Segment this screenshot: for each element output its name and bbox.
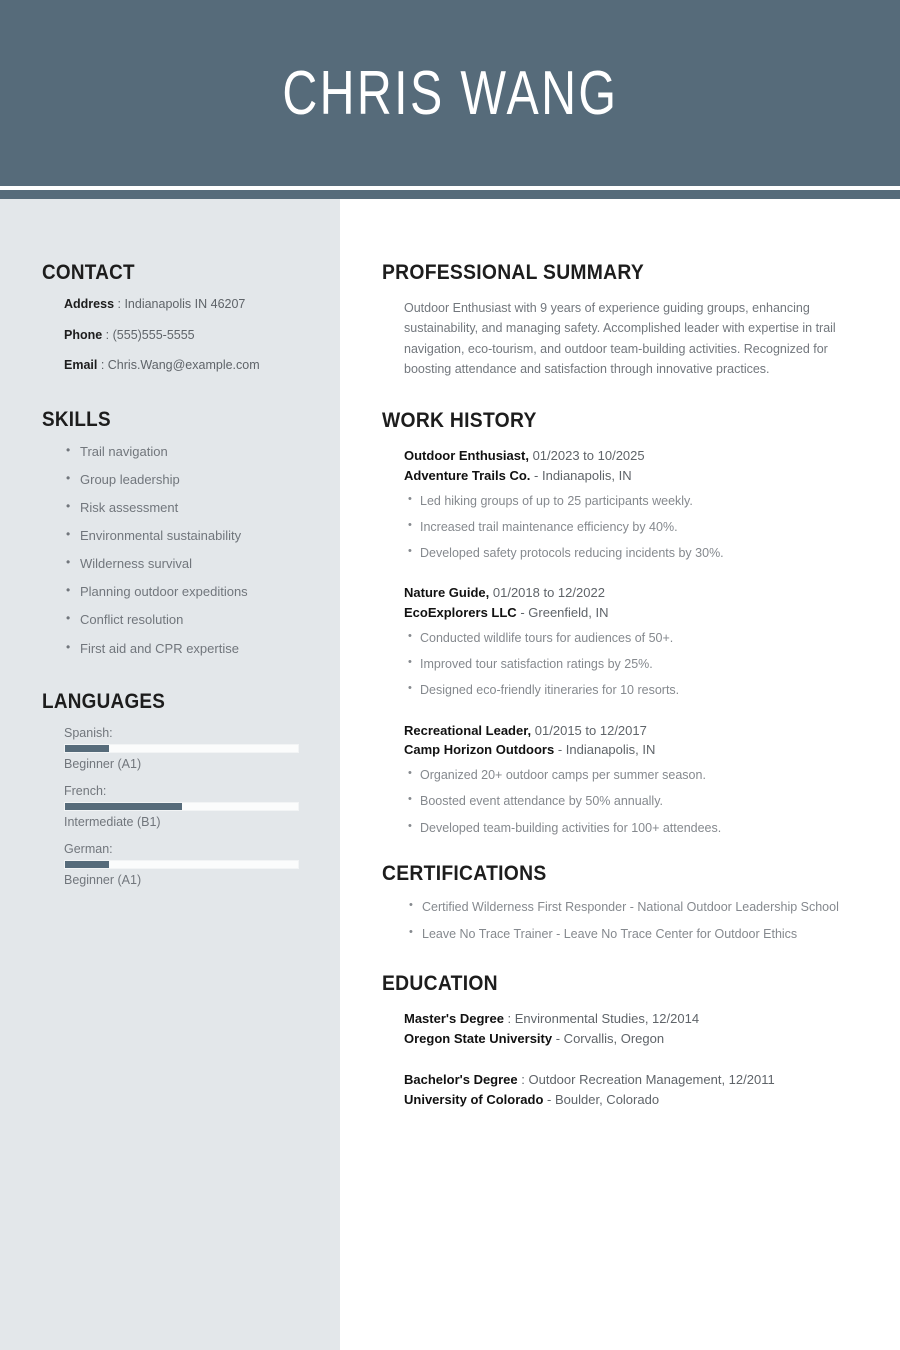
job-location: - Indianapolis, IN bbox=[534, 467, 632, 483]
contact-section bbox=[42, 261, 298, 374]
education-section bbox=[382, 972, 860, 1110]
education-separator: : bbox=[503, 1011, 515, 1027]
list-item: • Organized 20+ outdoor camps per summer season. bbox=[420, 767, 860, 783]
contact-value-address: Indianapolis IN 46207 bbox=[124, 297, 246, 311]
job-company-line bbox=[404, 466, 860, 486]
language-proficiency-fill bbox=[65, 745, 109, 752]
list-item: • Designed eco-friendly itineraries for 10 resorts. bbox=[420, 682, 860, 698]
education-degree-line bbox=[404, 1009, 860, 1029]
contact-label-phone: Phone bbox=[64, 327, 103, 342]
list-item: • Developed safety protocols reducing incidents by 30%. bbox=[420, 545, 860, 561]
job-company: Adventure Trails Co. bbox=[404, 467, 531, 483]
language-item-german bbox=[64, 842, 298, 887]
job-entry bbox=[404, 721, 860, 836]
professional-summary-text: Outdoor Enthusiast with 9 years of experience guiding groups, enhancing sustainability, and managing safety. Accomplished leader with expertise in trail navigation, eco-tourism, and outdoor team-building activities. Recognized for boosting attendance and satisfaction through innovative practices. bbox=[404, 301, 836, 376]
main-column bbox=[340, 199, 900, 1350]
list-item: • Improved tour satisfaction ratings by 25%. bbox=[420, 656, 860, 672]
education-field: Outdoor Recreation Management, 12/2011 bbox=[528, 1071, 775, 1087]
list-item: • Planning outdoor expeditions bbox=[80, 584, 298, 600]
job-location: - Indianapolis, IN bbox=[557, 742, 656, 758]
job-entry bbox=[404, 583, 860, 698]
education-entry bbox=[404, 1070, 860, 1110]
job-bullets bbox=[404, 630, 860, 699]
list-item: • Environmental sustainability bbox=[80, 528, 298, 544]
job-title-line bbox=[404, 583, 860, 603]
education-degree: Bachelor's Degree bbox=[404, 1071, 518, 1087]
education-location: - Boulder, Colorado bbox=[547, 1091, 660, 1107]
language-proficiency-fill bbox=[65, 803, 182, 810]
contact-row-address bbox=[64, 297, 298, 313]
certifications-heading: CERTIFICATIONS bbox=[382, 861, 547, 885]
skills-section bbox=[42, 408, 298, 656]
education-school: Oregon State University bbox=[404, 1031, 553, 1047]
job-title: Recreational Leader, bbox=[404, 722, 532, 738]
list-item: • Led hiking groups of up to 25 participants weekly. bbox=[420, 493, 860, 509]
language-proficiency-bar bbox=[64, 860, 299, 869]
contact-value-phone: (555)555-5555 bbox=[112, 327, 195, 342]
contact-label-email: Email bbox=[64, 358, 98, 373]
certifications-list bbox=[382, 899, 860, 943]
education-school: University of Colorado bbox=[404, 1091, 544, 1107]
language-name: Spanish: bbox=[64, 726, 113, 741]
language-proficiency-bar bbox=[64, 802, 299, 811]
language-proficiency-fill bbox=[65, 861, 109, 868]
language-level: Beginner (A1) bbox=[64, 873, 142, 888]
job-title: Outdoor Enthusiast, bbox=[404, 448, 529, 463]
education-school-line bbox=[404, 1090, 860, 1110]
job-title-line bbox=[404, 721, 860, 741]
sidebar bbox=[0, 199, 340, 1350]
job-dates: 01/2023 to 10/2025 bbox=[532, 448, 645, 463]
resume-header bbox=[0, 0, 900, 186]
education-separator: : bbox=[517, 1071, 529, 1087]
education-degree-line bbox=[404, 1070, 860, 1090]
contact-value-email: Chris.Wang@example.com bbox=[107, 358, 260, 373]
job-entry bbox=[404, 446, 860, 561]
list-item: • Certified Wilderness First Responder - National Outdoor Leadership School bbox=[422, 899, 860, 915]
work-history-heading: WORK HISTORY bbox=[382, 409, 537, 432]
contact-separator-email: : bbox=[97, 358, 108, 373]
job-company: Camp Horizon Outdoors bbox=[404, 742, 555, 758]
language-name: German: bbox=[64, 842, 113, 857]
education-entry bbox=[404, 1009, 860, 1049]
header-accent-bar bbox=[0, 190, 900, 199]
skills-list bbox=[42, 444, 298, 656]
contact-label-address: Address bbox=[64, 297, 115, 311]
list-item: • Developed team-building activities for 100+ attendees. bbox=[420, 820, 860, 836]
job-title-line bbox=[404, 446, 860, 466]
list-item: • Conflict resolution bbox=[80, 612, 298, 628]
language-item-spanish bbox=[64, 726, 298, 771]
candidate-name: CHRIS WANG bbox=[282, 58, 618, 128]
list-item: • Risk assessment bbox=[80, 500, 298, 516]
language-proficiency-bar bbox=[64, 744, 299, 753]
list-item: • First aid and CPR expertise bbox=[80, 641, 298, 657]
language-level: Beginner (A1) bbox=[64, 757, 142, 772]
job-location: - Greenfield, IN bbox=[520, 605, 609, 620]
list-item: • Leave No Trace Trainer - Leave No Trace Center for Outdoor Ethics bbox=[422, 926, 860, 942]
languages-heading: LANGUAGES bbox=[42, 690, 166, 714]
education-field: Environmental Studies, 12/2014 bbox=[514, 1011, 700, 1027]
list-item: • Wilderness survival bbox=[80, 556, 298, 572]
contact-separator-address: : bbox=[114, 297, 125, 311]
list-item: • Trail navigation bbox=[80, 444, 298, 460]
job-company-line bbox=[404, 740, 860, 760]
job-bullets bbox=[404, 493, 860, 562]
contact-row-email bbox=[64, 358, 298, 374]
languages-list bbox=[42, 726, 298, 887]
education-degree: Master's Degree bbox=[404, 1011, 504, 1027]
certifications-section bbox=[382, 862, 860, 943]
job-company: EcoExplorers LLC bbox=[404, 605, 517, 620]
contact-separator-phone: : bbox=[102, 327, 113, 342]
job-dates: 01/2018 to 12/2022 bbox=[492, 585, 605, 601]
education-school-line bbox=[404, 1029, 860, 1049]
job-title: Nature Guide, bbox=[404, 585, 490, 601]
contact-list bbox=[42, 297, 298, 374]
contact-heading: CONTACT bbox=[42, 261, 135, 284]
job-dates: 01/2015 to 12/2017 bbox=[534, 722, 647, 738]
professional-summary-heading: PROFESSIONAL SUMMARY bbox=[382, 261, 645, 284]
professional-summary-section bbox=[382, 261, 860, 379]
list-item: • Boosted event attendance by 50% annually. bbox=[420, 793, 860, 809]
list-item: • Conducted wildlife tours for audiences of 50+. bbox=[420, 630, 860, 646]
list-item: • Group leadership bbox=[80, 472, 298, 488]
skills-heading: SKILLS bbox=[42, 407, 111, 431]
job-company-line bbox=[404, 603, 860, 623]
education-heading: EDUCATION bbox=[382, 972, 498, 996]
education-location: - Corvallis, Oregon bbox=[555, 1031, 665, 1047]
job-bullets bbox=[404, 767, 860, 836]
language-item-french bbox=[64, 784, 298, 829]
contact-row-phone bbox=[64, 328, 298, 344]
language-level: Intermediate (B1) bbox=[64, 815, 161, 830]
work-history-section bbox=[382, 409, 860, 836]
list-item: • Increased trail maintenance efficiency by 40%. bbox=[420, 519, 860, 535]
language-name: French: bbox=[64, 784, 107, 799]
languages-section bbox=[42, 690, 298, 887]
